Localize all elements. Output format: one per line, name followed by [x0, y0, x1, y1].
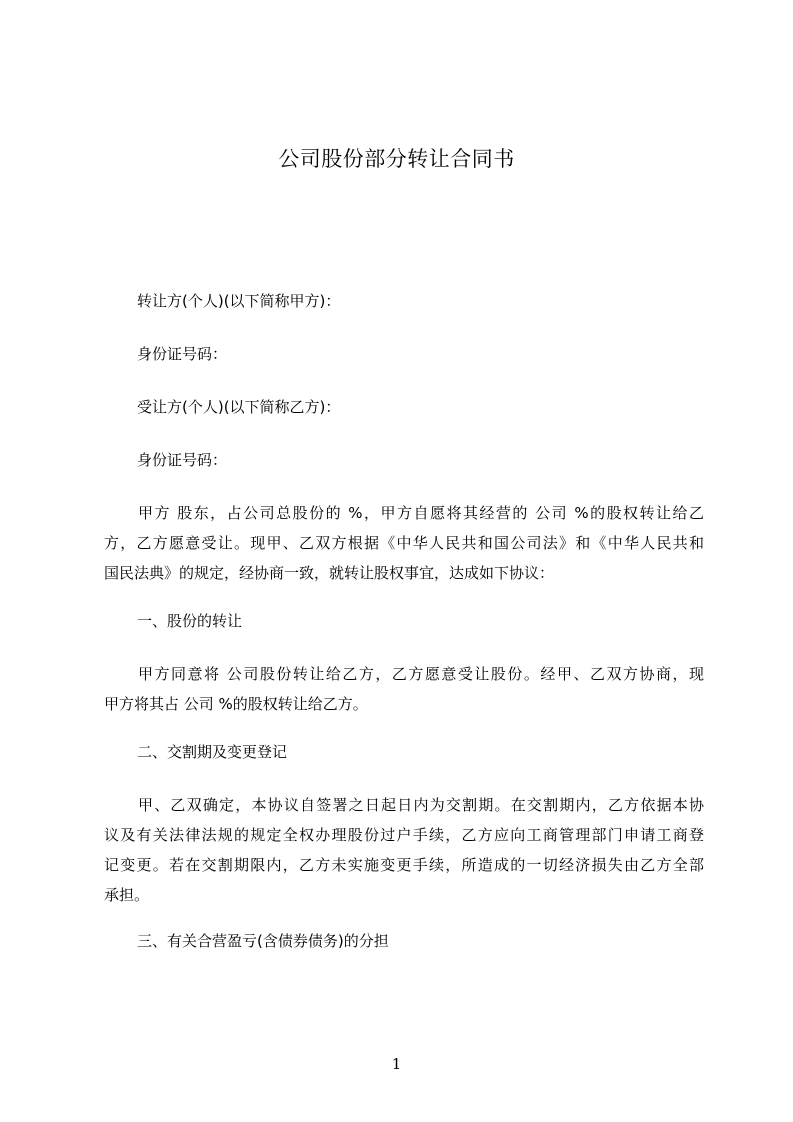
intro-paragraph — [104, 498, 704, 588]
paragraph-line: 承担。 — [104, 886, 150, 904]
section-heading-2: 二、交割期及变更登记 — [137, 743, 288, 761]
document-title: 公司股份部分转让合同书 — [278, 147, 515, 171]
paragraph-line: 记变更。若在交割期限内，乙方未实施变更手续，所造成的一切经济损失由乙方全部 — [104, 856, 704, 874]
section-heading-1: 一、股份的转让 — [137, 612, 243, 630]
transferor-line: 转让方(个人)(以下简称甲方)： — [137, 292, 341, 310]
paragraph-line: 甲方同意将 公司股份转让给乙方，乙方愿意受让股份。经甲、乙双方协商，现 — [138, 665, 704, 683]
paragraph-line: 甲、乙双确定，本协议自签署之日起日内为交割期。在交割期内，乙方依据本协 — [138, 796, 704, 814]
transferor-id-line: 身份证号码： — [137, 345, 228, 363]
paragraph-line: 国民法典》的规定，经协商一致，就转让股权事宜，达成如下协议： — [104, 564, 555, 582]
transferee-line: 受让方(个人)(以下简称乙方)： — [137, 398, 341, 416]
section2-paragraph — [104, 790, 704, 910]
transferee-id-line: 身份证号码： — [137, 451, 228, 469]
page-number: 1 — [391, 1055, 402, 1073]
paragraph-line: 甲方 股东，占公司总股份的 %，甲方自愿将其经营的 公司 %的股权转让给乙 — [138, 504, 704, 522]
paragraph-line: 议及有关法律法规的规定全权办理股份过户手续，乙方应向工商管理部门申请工商登 — [104, 826, 704, 844]
paragraph-line: 甲方将其占 公司 %的股权转让给乙方。 — [104, 695, 368, 713]
section-heading-3: 三、有关合营盈亏(含债券债务)的分担 — [137, 932, 389, 950]
section1-paragraph — [104, 659, 704, 719]
paragraph-line: 方，乙方愿意受让。现甲、乙双方根据《中华人民共和国公司法》和《中华人民共和 — [104, 534, 704, 552]
